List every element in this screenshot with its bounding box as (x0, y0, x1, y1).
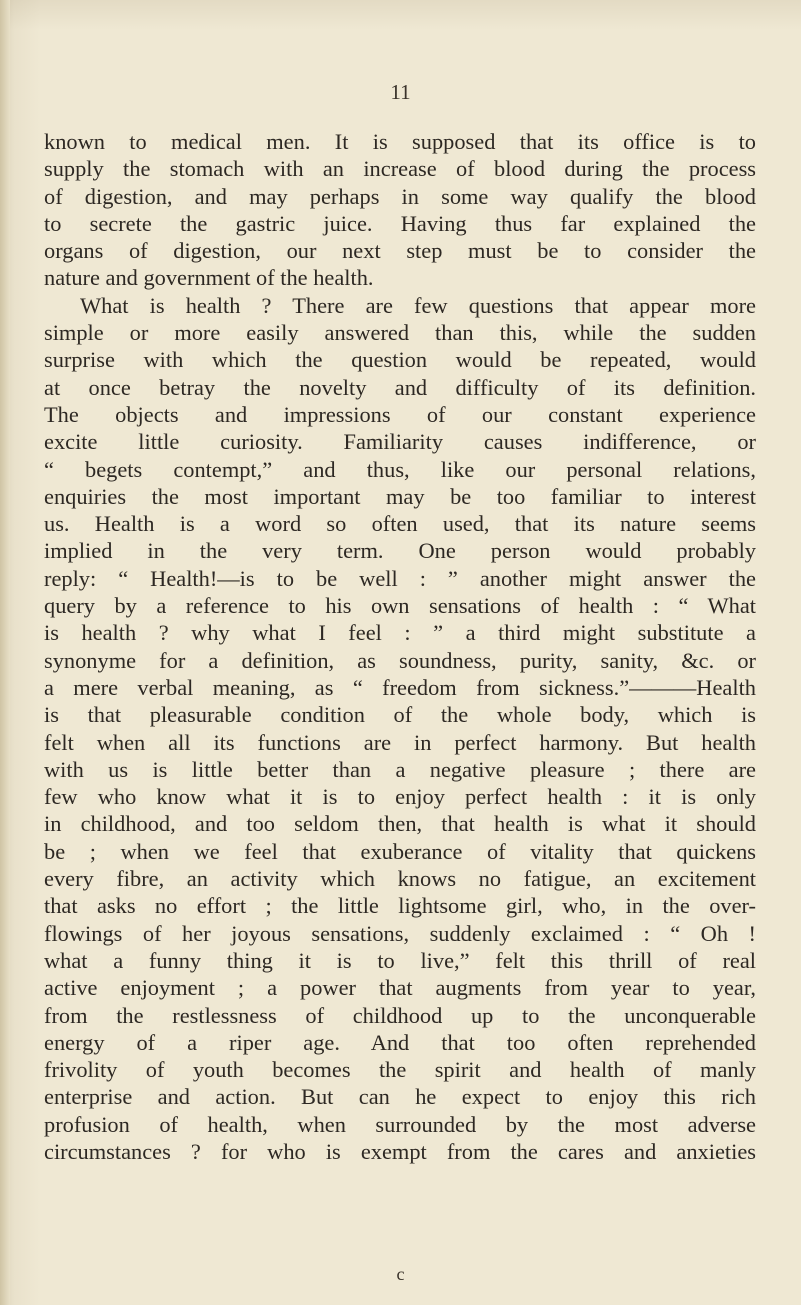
text-line: known to medical men. It is supposed that its office is to (44, 129, 756, 154)
text-line: synonyme for a definition, as soundness, purity, sanity, &c. or (44, 647, 756, 673)
page-number: 11 (390, 80, 411, 104)
text-line: every fibre, an activity which knows no fatigue, an excitement (44, 866, 756, 892)
text-line: us. Health is a word so often used, that its nature seems (44, 511, 756, 537)
text-line: surprise with which the question would be repeated, would (44, 347, 756, 373)
text-line: enquiries the most important may be too familiar to interest (44, 483, 756, 509)
text-line: at once betray the novelty and difficulty of its definition. (44, 374, 756, 400)
text-line: frivolity of youth becomes the spirit and health of manly (44, 1057, 756, 1083)
text-line: implied in the very term. One person would probably (44, 538, 756, 564)
text-line: flowings of her joyous sensations, suddenly exclaimed : “ Oh ! (44, 920, 756, 946)
text-line: from the restlessness of childhood up to the unconquerable (44, 1002, 756, 1028)
body-text (44, 128, 756, 1165)
text-line: reply: “ Health!—is to be well : ” another might answer the (44, 565, 756, 591)
text-line: The objects and impressions of our constant experience (44, 401, 756, 427)
text-line: circumstances ? for who is exempt from the cares and anxieties (44, 1138, 756, 1164)
text-line: what a funny thing it is to live,” felt this thrill of real (44, 947, 756, 973)
page-binding-edge (0, 0, 10, 1305)
text-line: What is health ? There are few questions that appear more (80, 292, 756, 318)
text-line: organs of digestion, our next step must be to consider the (44, 238, 756, 264)
text-line: to secrete the gastric juice. Having thus far explained the (44, 210, 756, 236)
text-line: in childhood, and too seldom then, that health is what it should (44, 811, 756, 837)
text-line: is that pleasurable condition of the whole body, which is (44, 702, 756, 728)
text-line: supply the stomach with an increase of blood during the process (44, 156, 756, 182)
text-line: nature and government of the health. (44, 265, 374, 291)
text-line: that asks no effort ; the little lightsome girl, who, in the over- (44, 893, 756, 919)
text-line: active enjoyment ; a power that augments from year to year, (44, 975, 756, 1001)
text-line: enterprise and action. But can he expect to enjoy this rich (44, 1084, 756, 1110)
text-line: with us is little better than a negative pleasure ; there are (44, 756, 756, 782)
text-line: query by a reference to his own sensations of health : “ What (44, 593, 756, 619)
printer-signature-mark: c (396, 1264, 405, 1284)
text-line: felt when all its functions are in perfect harmony. But health (44, 729, 756, 755)
text-line: profusion of health, when surrounded by the most adverse (44, 1111, 756, 1137)
text-line: energy of a riper age. And that too often reprehended (44, 1029, 756, 1055)
text-line: simple or more easily answered than this, while the sudden (44, 320, 756, 346)
text-line: of digestion, and may perhaps in some way qualify the blood (44, 183, 756, 209)
text-line: a mere verbal meaning, as “ freedom from sickness.”———Health (44, 674, 756, 700)
text-line: be ; when we feel that exuberance of vitality that quickens (44, 838, 756, 864)
text-line: “ begets contempt,” and thus, like our personal relations, (44, 456, 756, 482)
text-line: few who know what it is to enjoy perfect health : it is only (44, 784, 756, 810)
text-line: excite little curiosity. Familiarity causes indifference, or (44, 429, 756, 455)
text-line: is health ? why what I feel : ” a third might substitute a (44, 620, 756, 646)
